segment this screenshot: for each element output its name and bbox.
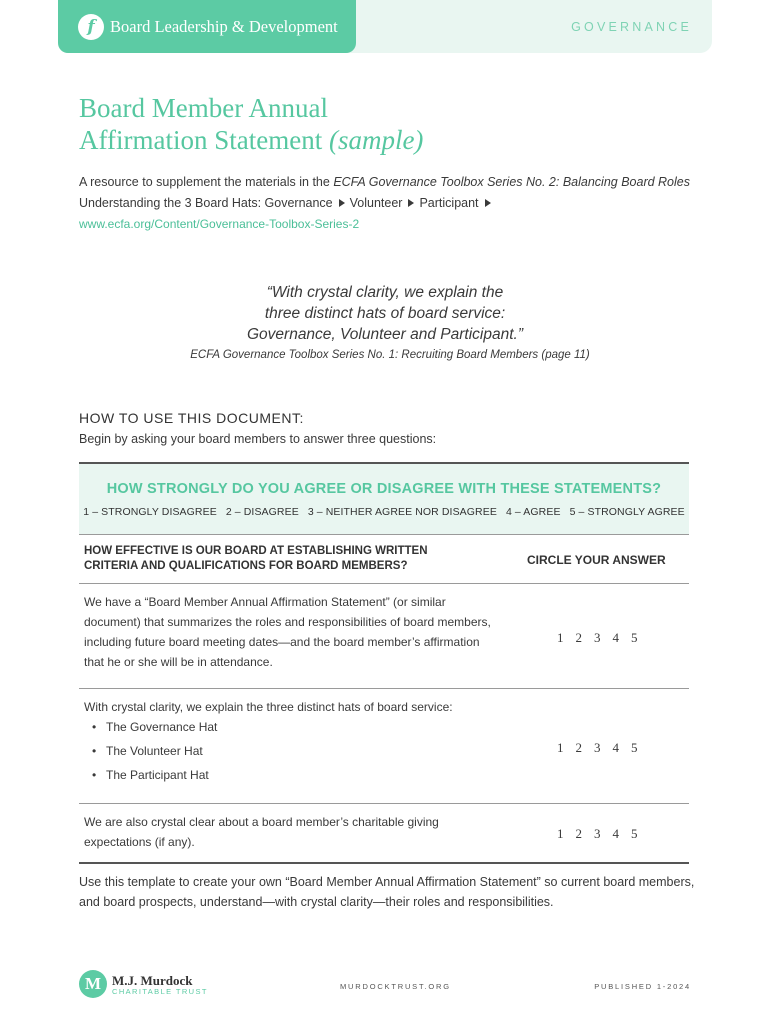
rating-option[interactable]: 2 [575,630,582,645]
rating-option[interactable]: 4 [612,740,619,755]
scale-title: HOW STRONGLY DO YOU AGREE OR DISAGREE WITH THESE STATEMENTS? [106,481,662,497]
rating-option[interactable]: 5 [631,826,638,841]
murdock-logo-icon: M [79,970,107,998]
rating-scale [557,826,638,842]
rating-option[interactable]: 4 [612,826,619,841]
intro-line-1 [79,172,719,193]
question-text [84,592,514,672]
resource-link[interactable]: www.ecfa.org/Content/Governance-Toolbox-Series-2 [79,217,360,231]
rating-option[interactable]: 5 [631,630,638,645]
list-item: • The Volunteer Hat [84,741,514,761]
list-item: • The Governance Hat [84,717,514,737]
brand-banner [58,0,356,53]
rating-scale [557,630,638,646]
scale-legend [79,506,689,518]
triangle-right-icon [339,199,345,207]
question-line: We are also crystal clear about a board member’s charitable giving [84,815,439,829]
questionnaire-table [79,462,689,864]
quote-line: three distinct hats of board service: [264,305,506,322]
quote-source: ECFA Governance Toolbox Series No. 1: Recruiting Board Members (page 11) [190,349,590,361]
question-text [84,697,514,785]
scale-legend-item: 4 – AGREE [505,506,561,518]
footer-org-name: M.J. Murdock [112,973,193,988]
list-item: • The Participant Hat [84,765,514,785]
answer-header: CIRCLE YOUR ANSWER [527,553,666,567]
quote-line: “With crystal clarity, we explain the [266,284,504,301]
rating-option[interactable]: 1 [557,740,564,755]
question-lead: With crystal clarity, we explain the three distinct hats of board service: [84,700,453,714]
closing-text [79,872,699,912]
scale-box [79,464,689,534]
leaf-circle-icon: f [78,14,104,40]
rating-option[interactable]: 3 [594,826,601,841]
hat-list [84,717,514,785]
section-tag: GOVERNANCE [571,20,692,34]
triangle-right-icon [408,199,414,207]
question-line: We have a “Board Member Annual Affirmation Statement” (or similar [84,595,446,609]
hat-governance: Governance [264,196,333,210]
rating-option[interactable]: 1 [557,630,564,645]
table-row [79,584,689,688]
question-header [84,544,504,574]
intro [79,172,719,235]
rating-option[interactable]: 3 [594,630,601,645]
intro-line-2 [79,193,719,214]
question-line: expectations (if any). [84,835,195,849]
pull-quote [130,282,640,345]
scale-legend-item: 2 – DISAGREE [225,506,299,518]
title-line-2-main: Affirmation Statement [79,125,329,155]
question-line: including future board meeting dates—and the board member’s affirmation [84,635,480,649]
rating-option[interactable]: 2 [575,740,582,755]
divider [79,862,689,864]
footer-published: PUBLISHED 1-2024 [594,982,691,991]
scale-legend-item: 5 – STRONGLY AGREE [569,506,685,518]
scale-legend-item: 1 – STRONGLY DISAGREE [83,506,217,518]
question-header-line-1: HOW EFFECTIVE IS OUR BOARD AT ESTABLISHING WRITTEN [84,545,428,557]
rating-option[interactable]: 5 [631,740,638,755]
hat-participant: Participant [419,196,479,210]
rating-option[interactable]: 3 [594,740,601,755]
scale-legend-item: 3 – NEITHER AGREE NOR DISAGREE [307,506,497,518]
title-line-2-em: (sample) [328,125,424,155]
footer-org-sub: CHARITABLE TRUST [112,987,208,996]
closing-line-2: and board prospects, understand—with crystal clarity—their roles and responsibilities. [79,895,554,909]
triangle-right-icon [485,199,491,207]
rating-option[interactable]: 1 [557,826,564,841]
question-header-line-2: CRITERIA AND QUALIFICATIONS FOR BOARD MEMBERS? [84,560,408,572]
table-header-row [79,535,689,583]
closing-line-1: Use this template to create your own “Board Member Annual Affirmation Statement” so current board members, [79,875,695,889]
title-line-2 [79,124,679,156]
intro-line-1-em: ECFA Governance Toolbox Series No. 2: Balancing Board Roles [333,175,690,189]
howto-title: HOW TO USE THIS DOCUMENT: [79,410,304,426]
howto-text: Begin by asking your board members to answer three questions: [79,432,437,446]
question-line: that he or she will be in attendance. [84,655,273,669]
rating-option[interactable]: 2 [575,826,582,841]
hat-volunteer: Volunteer [349,196,403,210]
intro-line-2-prefix: Understanding the 3 Board Hats: [79,196,265,210]
title-line-1: Board Member Annual [79,93,328,123]
intro-line-1-plain: A resource to supplement the materials in the [79,175,334,189]
footer-url[interactable]: MURDOCKTRUST.ORG [340,982,451,991]
question-text [84,812,514,852]
table-row [79,804,689,862]
brand-name: Board Leadership & Development [110,16,338,36]
page-title [79,92,679,156]
table-row [79,689,689,803]
rating-option[interactable]: 4 [612,630,619,645]
rating-scale [557,740,638,756]
question-line: document) that summarizes the roles and responsibilities of board members, [84,615,491,629]
quote-line: Governance, Volunteer and Participant.” [246,326,523,343]
